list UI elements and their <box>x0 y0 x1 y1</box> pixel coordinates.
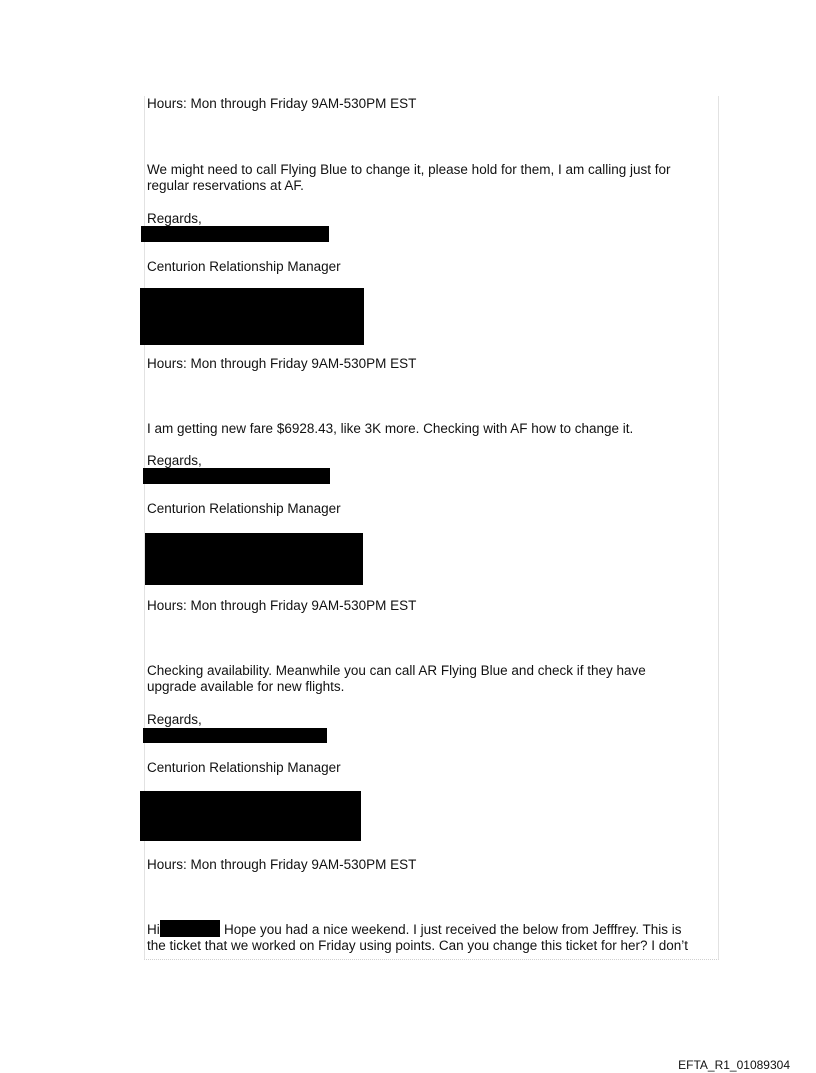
hours-line: Hours: Mon through Friday 9AM-530PM EST <box>147 356 417 371</box>
message-line: Hope you had a nice weekend. I just received the below from Jefffrey. This is <box>224 922 682 937</box>
redaction-recipient-name <box>160 920 220 937</box>
message-line: Checking availability. Meanwhile you can call AR Flying Blue and check if they have <box>147 663 646 678</box>
document-id: EFTA_R1_01089304 <box>678 1058 790 1072</box>
hours-line: Hours: Mon through Friday 9AM-530PM EST <box>147 857 417 872</box>
redaction-contact-block <box>145 533 363 585</box>
redaction-name <box>141 226 329 242</box>
message-line: I am getting new fare $6928.43, like 3K more. Checking with AF how to change it. <box>147 421 634 436</box>
redaction-name <box>143 468 330 484</box>
message-line: upgrade available for new flights. <box>147 679 345 694</box>
signature-title: Centurion Relationship Manager <box>147 760 341 775</box>
message-line: We might need to call Flying Blue to change it, please hold for them, I am calling just for <box>147 162 671 177</box>
hours-line: Hours: Mon through Friday 9AM-530PM EST <box>147 598 417 613</box>
signature-title: Centurion Relationship Manager <box>147 501 341 516</box>
redaction-name <box>143 728 327 743</box>
regards-line: Regards, <box>147 712 202 727</box>
hours-line: Hours: Mon through Friday 9AM-530PM EST <box>147 96 417 111</box>
redaction-contact-block <box>140 288 364 345</box>
signature-title: Centurion Relationship Manager <box>147 259 341 274</box>
message-line: regular reservations at AF. <box>147 178 304 193</box>
regards-line: Regards, <box>147 211 202 226</box>
message-greeting: Hi <box>147 922 160 937</box>
redaction-contact-block <box>140 791 361 841</box>
message-line: the ticket that we worked on Friday using points. Can you change this ticket for her? I don’t <box>147 938 689 953</box>
regards-line: Regards, <box>147 453 202 468</box>
